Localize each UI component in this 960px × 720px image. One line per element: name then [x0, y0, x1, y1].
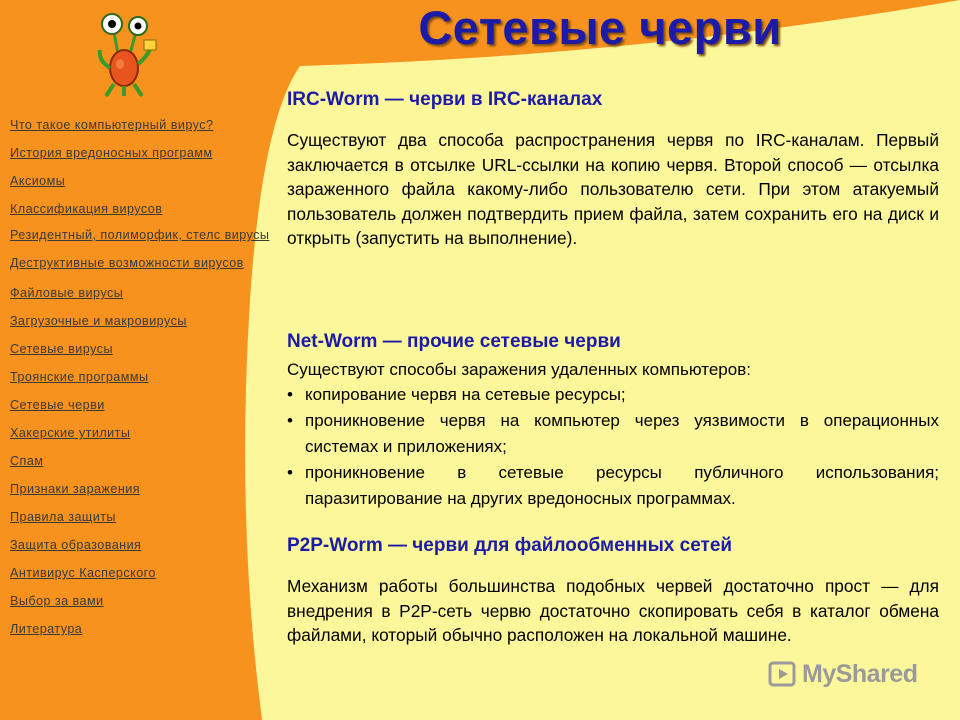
sidebar-item-infection-signs[interactable]: Признаки заражения — [10, 482, 140, 496]
myshared-watermark — [768, 656, 917, 692]
section-net-bullet-list — [287, 382, 939, 512]
sidebar-item-your-choice[interactable]: Выбор за вами — [10, 594, 104, 608]
myshared-logo-icon — [768, 659, 798, 689]
page-title: Сетевые черви — [418, 1, 782, 54]
list-item — [287, 460, 939, 512]
bullet-text: проникновение червя на компьютер через уязвимости в операционных системах и приложениях; — [305, 411, 939, 456]
sidebar-item-protection-rules[interactable]: Правила защиты — [10, 510, 116, 524]
section-irc-text: Существуют два способа распространения червя по IRC-каналам. Первый заключается в отсылке URL-ссылки на копию червя. Второй способ — отсылка зараженного файла какому-либо пользователю сети. При этом атакуемый пользователь должен подтвердить прием файла, затем сохранить его на диск и открыть (запустить на выполнение). — [287, 130, 939, 248]
section-net-heading: Net-Worm — прочие сетевые черви — [287, 331, 621, 352]
sidebar-item-file-viruses[interactable]: Файловые вирусы — [10, 286, 124, 300]
section-p2p-text: Механизм работы большинства подобных червей достаточно прост — для внедрения в P2P-сеть червю достаточно скопировать себя в каталог обмена файлами, который обычно расположен на локальной машине. — [287, 576, 939, 645]
sidebar-item-literature[interactable]: Литература — [10, 622, 83, 636]
sidebar-item-trojans[interactable]: Троянские программы — [10, 370, 149, 384]
sidebar-item-malware-history[interactable]: История вредоносных программ — [10, 146, 213, 160]
section-p2p-heading: P2P-Worm — черви для файлообменных сетей — [287, 535, 733, 556]
bullet-icon: • — [287, 463, 293, 482]
sidebar-item-spam[interactable]: Спам — [10, 454, 44, 468]
sidebar-item-what-is-virus[interactable]: Что такое компьютерный вирус? — [10, 118, 214, 132]
section-net-intro: Существуют способы заражения удаленных компьютеров: — [287, 360, 751, 379]
sidebar-item-axioms[interactable]: Аксиомы — [10, 174, 66, 188]
sidebar-item-destructive-capabilities[interactable]: Деструктивные возможности вирусов — [10, 256, 244, 270]
sidebar-nav — [10, 111, 270, 643]
sidebar-item-kaspersky[interactable]: Антивирус Касперского — [10, 566, 156, 580]
sidebar-item-resident-polymorphic-stealth[interactable]: Резидентный, полиморфик, стелс вирусы — [10, 228, 270, 242]
bullet-icon: • — [287, 411, 293, 430]
list-item — [287, 382, 939, 408]
section-irc-heading: IRC-Worm — черви в IRC-каналах — [287, 89, 603, 110]
sidebar-item-classification[interactable]: Классификация вирусов — [10, 202, 163, 216]
sidebar-item-network-viruses[interactable]: Сетевые вирусы — [10, 342, 113, 356]
sidebar-item-education-protection[interactable]: Защита образования — [10, 538, 142, 552]
bullet-icon: • — [287, 385, 293, 404]
watermark-text: MyShared — [802, 659, 918, 688]
list-item — [287, 408, 939, 460]
bullet-text: проникновение в сетевые ресурсы публичного использования; паразитирование на других вредоносных программах. — [305, 463, 939, 508]
sidebar-item-boot-macro-viruses[interactable]: Загрузочные и макровирусы — [10, 314, 187, 328]
sidebar-item-hacker-utilities[interactable]: Хакерские утилиты — [10, 426, 131, 440]
worm-mascot-icon — [90, 10, 160, 98]
sidebar-item-network-worms[interactable]: Сетевые черви — [10, 398, 105, 412]
bullet-text: копирование червя на сетевые ресурсы; — [305, 385, 626, 404]
